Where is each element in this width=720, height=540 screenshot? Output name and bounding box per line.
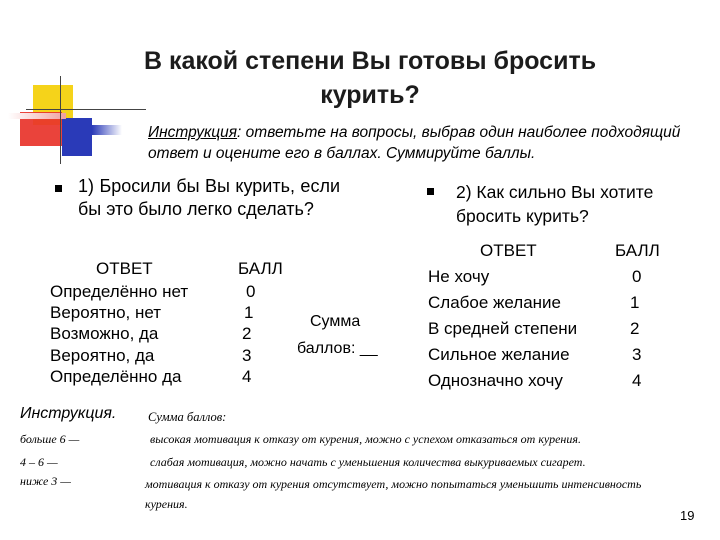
q2-header-score: БАЛЛ xyxy=(615,241,660,260)
q2-row-4-score: 4 xyxy=(632,371,642,390)
question-2-text: 2) Как сильно Вы хотите бросить курить? xyxy=(456,182,654,226)
page-number: 19 xyxy=(680,508,695,523)
bullet-icon xyxy=(55,185,62,192)
q2-row-3-answer: Сильное желание xyxy=(428,345,570,364)
q2-row-1-score: 1 xyxy=(630,293,640,312)
decorative-red-fade xyxy=(8,113,66,119)
bottom-range-2-text: мотивация к отказу от курения отсутствует, можно попытаться уменьшить интенсивность курения. xyxy=(145,477,642,511)
q1-row-3-score: 3 xyxy=(242,346,252,365)
q2-row-2-score: 2 xyxy=(630,319,640,338)
decorative-vertical-line xyxy=(60,76,61,164)
instruction-top xyxy=(148,122,708,164)
q1-row-0-score: 0 xyxy=(246,282,256,301)
q2-row-3-score: 3 xyxy=(632,345,642,364)
decorative-blue-fade xyxy=(92,125,122,135)
bottom-range-0-text: высокая мотивация к отказу от курения, можно с успехом отказаться от курения. xyxy=(150,432,581,446)
q1-row-0-answer: Определённо нет xyxy=(50,282,189,301)
q1-row-1-score: 1 xyxy=(244,303,254,322)
bullet-icon xyxy=(427,188,434,195)
q2-header-answer: ОТВЕТ xyxy=(480,241,537,260)
q1-row-2-answer: Возможно, да xyxy=(50,324,159,343)
q2-row-4-answer: Однозначно хочу xyxy=(428,371,563,390)
bottom-range-1-text: слабая мотивация, можно начать с уменьшения количества выкуриваемых сигарет. xyxy=(150,455,586,469)
q2-row-2-answer: В средней степени xyxy=(428,319,578,338)
instruction-top-text: : ответьте на вопросы, выбрав один наиболее подходящий ответ и оцените его в баллах. Суммируйте баллы. xyxy=(148,124,681,162)
page-title xyxy=(100,44,640,112)
question-1-text: 1) Бросили бы Вы курить, если бы это было легко сделать? xyxy=(78,176,340,219)
bottom-range-0: больше 6 — xyxy=(20,432,80,446)
q2-row-0-score: 0 xyxy=(632,267,642,286)
title-line-2: курить? xyxy=(320,81,420,109)
title-line-1: В какой степени Вы готовы бросить xyxy=(143,47,597,75)
q1-row-1-answer: Вероятно, нет xyxy=(50,303,162,322)
q1-row-3-answer: Вероятно, да xyxy=(50,346,155,365)
q1-sum-label-line-1: Сумма xyxy=(310,313,361,330)
bottom-sum-label: Сумма баллов: xyxy=(148,410,227,424)
q1-header-answer: ОТВЕТ xyxy=(96,259,153,278)
decorative-blue-square xyxy=(62,118,92,156)
bottom-range-2: ниже 3 — xyxy=(20,474,71,488)
q1-row-4-score: 4 xyxy=(242,367,252,386)
q2-row-0-answer: Не хочу xyxy=(428,267,490,286)
instruction-top-label: Инструкция xyxy=(148,124,238,141)
bottom-range-1: 4 – 6 — xyxy=(20,455,58,469)
q1-sum-label-line-2: баллов: __ xyxy=(297,340,378,357)
q1-row-2-score: 2 xyxy=(242,324,252,343)
bottom-instruction-label: Инструкция. xyxy=(20,405,117,422)
q2-row-1-answer: Слабое желание xyxy=(428,293,561,312)
q1-header-score: БАЛЛ xyxy=(238,259,283,278)
q1-row-4-answer: Определённо да xyxy=(50,367,182,386)
